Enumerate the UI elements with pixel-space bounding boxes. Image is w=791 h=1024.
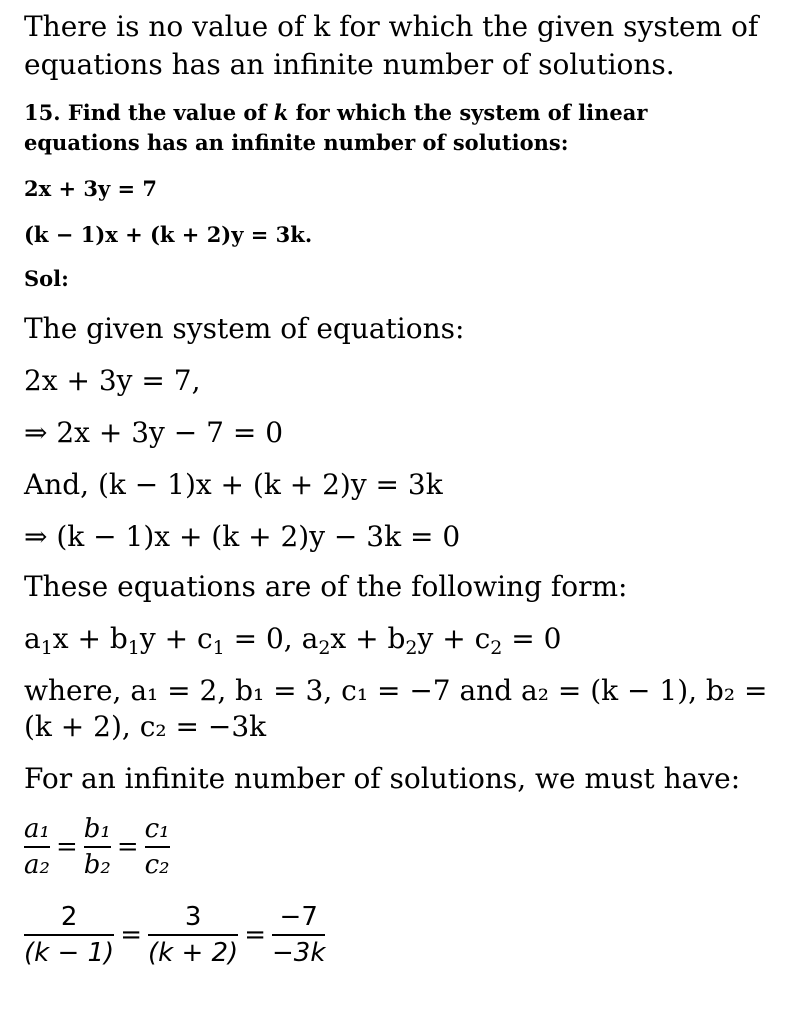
value-equation: $\frac{2}{(k - 1)}$ = $\frac{3}{(k + 2)}$ = $\frac{-7}{-3k}$ [24,902,326,968]
fraction-b: $\frac{\text{b₁}}{\text{b₂}}$ [83,814,111,880]
solution-eq-2: And, (k − 1)x + (k + 2)y = 3k [24,468,443,501]
question-eq-2: (k − 1)x + (k + 2)y = 3k. [24,222,313,247]
fraction-c: $\frac{\text{c₁}}{\text{c₂}}$ [144,814,170,880]
solution-eq-1: 2x + 3y = 7, [24,364,201,397]
solution-form-intro: These equations are of the following form: [24,570,628,603]
general-form: $a_1x + b_1y + c_1 = 0$, $a_2x + b_2y + c_2 = 0$ [24,622,562,659]
fraction-3: $\frac{-7}{-3k}$ [272,902,326,968]
intro-line-2: equations has an infinite number of solutions. [24,48,675,81]
question-number: 15. [24,100,61,125]
fraction-2: $\frac{3}{(k + 2)}$ [148,902,239,968]
question-text-a: Find the value of [60,100,274,125]
ratio-equation: $\frac{\text{a₁}}{\text{a₂}}$ = $\frac{\text{b₁}}{\text{b₂}}$ = $\frac{\text{c₁}}{\text{c₂}}$ [24,814,170,880]
question-k: k [273,100,289,125]
condition: For an infinite number of solutions, we must have: [24,762,741,795]
where-line-2: (k + 2), c₂ = −3k [24,710,267,743]
solution-label: Sol: [24,266,69,291]
question-text-b: for which the system of linear [288,100,648,125]
fraction-1: $\frac{2}{(k - 1)}$ [24,902,115,968]
solution-eq-2-rearranged: ⇒ (k − 1)x + (k + 2)y − 3k = 0 [24,520,461,553]
fraction-a: $\frac{\text{a₁}}{\text{a₂}}$ [24,814,50,880]
solution-eq-1-rearranged: ⇒ 2x + 3y − 7 = 0 [24,416,284,449]
question-eq-1: 2x + 3y = 7 [24,176,157,201]
intro-line-1: There is no value of k for which the given system of [24,10,759,43]
question-line-2: equations has an infinite number of solutions: [24,130,569,155]
question-line-1 [24,100,647,125]
where-line-1: where, a₁ = 2, b₁ = 3, c₁ = −7 and a₂ = (k − 1), b₂ = [24,674,768,707]
solution-given: The given system of equations: [24,312,465,345]
